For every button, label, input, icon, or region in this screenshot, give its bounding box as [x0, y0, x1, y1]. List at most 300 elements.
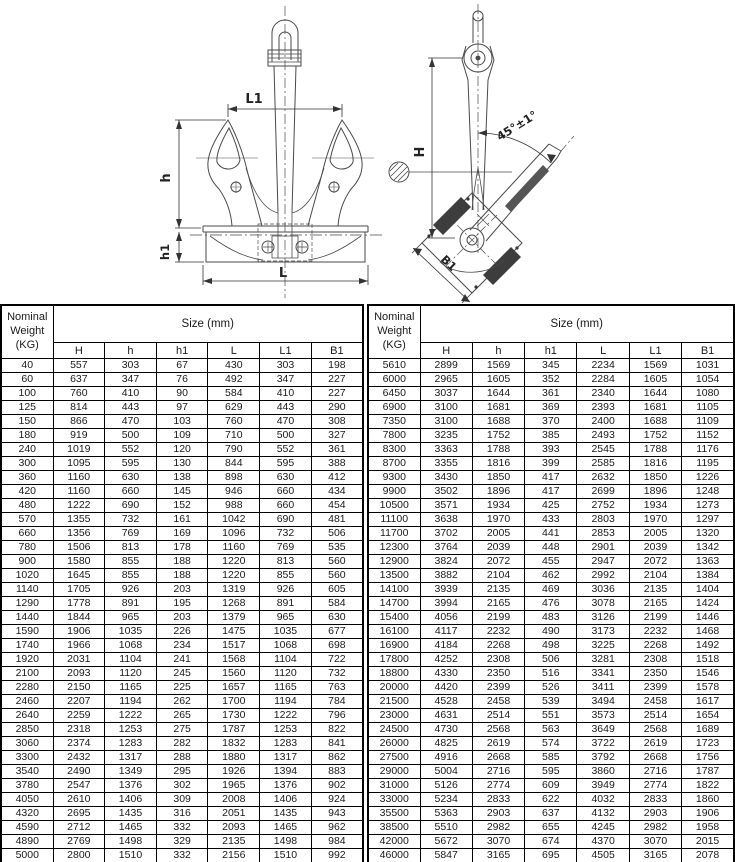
dimension-value: 1906 [53, 625, 105, 639]
dimension-value: 984 [311, 835, 363, 849]
table-row [368, 751, 734, 765]
dimension-value: 2547 [53, 779, 105, 793]
weight-value: 360 [1, 471, 53, 485]
dimension-value: 2695 [53, 807, 105, 821]
weight-value: 3780 [1, 779, 53, 793]
dimension-value: 560 [311, 569, 363, 583]
col-header-h: h [472, 343, 524, 359]
dimension-value: 203 [156, 611, 208, 625]
dimension-value: 4916 [420, 751, 472, 765]
weight-value: 23000 [368, 709, 420, 723]
table-row [368, 681, 734, 695]
dimension-value: 2432 [53, 751, 105, 765]
corner-dot-4 [474, 285, 477, 288]
dimension-value: 2619 [629, 737, 681, 751]
dimension-value: 526 [525, 681, 577, 695]
weight-value: 150 [1, 415, 53, 429]
dimension-value: 3173 [577, 625, 629, 639]
dimension-value: 506 [311, 527, 363, 541]
dimension-value: 1926 [208, 765, 260, 779]
weight-value: 26000 [368, 737, 420, 751]
dimension-value: 1560 [208, 667, 260, 681]
table-row [1, 541, 363, 555]
dimension-value: 769 [105, 527, 157, 541]
dimension-value: 188 [156, 569, 208, 583]
dimension-value: 1068 [105, 639, 157, 653]
dimension-value: 1617 [682, 695, 734, 709]
dimension-value: 2774 [472, 779, 524, 793]
dimension-value: 327 [311, 429, 363, 443]
dimension-value: 2135 [208, 835, 260, 849]
dimension-value: 690 [105, 499, 157, 513]
table-row [368, 737, 734, 751]
dimension-value: 500 [260, 429, 312, 443]
table-row [1, 667, 363, 681]
table-row [1, 681, 363, 695]
table-row [368, 625, 734, 639]
dimension-value: 241 [156, 653, 208, 667]
table-row [368, 443, 734, 457]
dimension-value: 677 [311, 625, 363, 639]
dimension-value: 2493 [577, 429, 629, 443]
left-target-cross [230, 181, 242, 193]
dimension-value: 308 [311, 415, 363, 429]
dimension-value: 2284 [577, 373, 629, 387]
dimension-value: 1896 [472, 485, 524, 499]
table-row [368, 415, 734, 429]
weight-header [1, 305, 53, 359]
weight-value: 100 [1, 387, 53, 401]
dimension-value: 3341 [577, 667, 629, 681]
dimension-value: 1752 [472, 429, 524, 443]
dimension-value: 924 [311, 793, 363, 807]
dimension-value: 1492 [682, 639, 734, 653]
left-crown-sweep [246, 168, 278, 213]
dimension-value: 109 [156, 429, 208, 443]
dimension-value: 462 [525, 569, 577, 583]
dimension-value: 433 [525, 513, 577, 527]
dimension-value: 769 [260, 541, 312, 555]
dimension-value: 1376 [105, 779, 157, 793]
dimension-value: 2833 [472, 793, 524, 807]
dimension-value: 965 [260, 611, 312, 625]
table-row [368, 821, 734, 835]
dimension-value: 3860 [577, 765, 629, 779]
weight-value: 5000 [1, 849, 53, 862]
dimension-value: 3882 [420, 569, 472, 583]
dimension-value: 434 [311, 485, 363, 499]
dimension-value: 145 [156, 485, 208, 499]
dimension-value: 469 [525, 583, 577, 597]
dimension-value: 309 [156, 793, 208, 807]
dimension-value: 1730 [208, 709, 260, 723]
dimension-value: 483 [525, 611, 577, 625]
dimension-value: 498 [525, 639, 577, 653]
dimension-value: 2072 [472, 555, 524, 569]
dimension-value: 813 [105, 541, 157, 555]
weight-value: 780 [1, 541, 53, 555]
table-row [368, 569, 734, 583]
weight-header-line2: Weight [377, 325, 412, 338]
weight-value: 480 [1, 499, 53, 513]
weight-value: 4320 [1, 807, 53, 821]
dimension-value: 1031 [682, 359, 734, 373]
weight-value: 20000 [368, 681, 420, 695]
dimension-value: 3070 [472, 835, 524, 849]
dimension-value: 855 [260, 569, 312, 583]
dimension-value: 1320 [682, 527, 734, 541]
table-row [1, 359, 363, 373]
dimension-value: 698 [311, 639, 363, 653]
table-row [368, 471, 734, 485]
table-row [368, 639, 734, 653]
dimension-value: 552 [260, 443, 312, 457]
left-fluke-hole [217, 128, 240, 169]
dimension-value: 385 [525, 429, 577, 443]
dimension-value: 265 [156, 709, 208, 723]
dimension-value: 3792 [577, 751, 629, 765]
dimension-value: 660 [260, 499, 312, 513]
dimension-value: 898 [208, 471, 260, 485]
dimension-value: 516 [525, 667, 577, 681]
dimension-value: 1970 [472, 513, 524, 527]
dimension-value: 227 [311, 373, 363, 387]
weight-value: 1440 [1, 611, 53, 625]
weight-value: 21500 [368, 695, 420, 709]
dimension-value: 1498 [260, 835, 312, 849]
right-crown-sweep [292, 168, 324, 213]
dimension-value: 2308 [629, 653, 681, 667]
table-row [1, 625, 363, 639]
dimension-value: 2051 [208, 807, 260, 821]
weight-value: 12300 [368, 541, 420, 555]
dimension-value: 2399 [472, 681, 524, 695]
dimension-value: 2947 [577, 555, 629, 569]
dimension-value: 1832 [208, 737, 260, 751]
left-size-table [0, 304, 364, 862]
dimension-value: 1778 [53, 597, 105, 611]
table-row [1, 457, 363, 471]
dimension-value: 1319 [208, 583, 260, 597]
dimension-value: 1787 [682, 765, 734, 779]
dimension-value: 67 [156, 359, 208, 373]
dimension-value: 1283 [260, 737, 312, 751]
dimension-value: 814 [53, 401, 105, 415]
dimension-value: 329 [156, 835, 208, 849]
table-row [368, 835, 734, 849]
dimension-value: 388 [311, 457, 363, 471]
weight-value: 8300 [368, 443, 420, 457]
dimension-value: 1681 [472, 401, 524, 415]
dimension-value: 3764 [420, 541, 472, 555]
dimension-value: 3502 [420, 485, 472, 499]
dimension-value: 2318 [53, 723, 105, 737]
dimension-value: 3494 [577, 695, 629, 709]
dimension-value: 1317 [260, 751, 312, 765]
weight-header-line3: (KG) [382, 338, 406, 351]
dimension-value: 481 [311, 513, 363, 527]
dimension-value: 784 [311, 695, 363, 709]
dimension-value: 1568 [208, 653, 260, 667]
dimension-value: 1356 [53, 527, 105, 541]
dimension-value: 2093 [208, 821, 260, 835]
col-header-h1: h1 [156, 343, 208, 359]
dimension-value: 1068 [260, 639, 312, 653]
dimension-value: 1605 [472, 373, 524, 387]
weight-value: 1920 [1, 653, 53, 667]
dimension-value: 1958 [682, 821, 734, 835]
dimension-value: 1222 [105, 709, 157, 723]
dimension-value: 1194 [260, 695, 312, 709]
dimension-value: 455 [525, 555, 577, 569]
dimension-value: 1468 [682, 625, 734, 639]
dimension-value: 902 [311, 779, 363, 793]
dimension-value: 1860 [682, 793, 734, 807]
dimension-value: 352 [525, 373, 577, 387]
dimension-value: 2199 [629, 611, 681, 625]
dimension-value: 454 [311, 499, 363, 513]
dimension-value: 1096 [208, 527, 260, 541]
dimension-value: 1970 [629, 513, 681, 527]
dimension-value: 4117 [420, 625, 472, 639]
dimension-value: 2232 [629, 625, 681, 639]
dimension-value: 2350 [629, 667, 681, 681]
dimension-value: 347 [105, 373, 157, 387]
dimension-value: 4245 [577, 821, 629, 835]
dimension-value: 2458 [472, 695, 524, 709]
dimension-value: 1605 [629, 373, 681, 387]
section-symbol-hatch [390, 163, 408, 181]
col-header-L1: L1 [260, 343, 312, 359]
fluke-section-lower [483, 247, 521, 285]
weight-value: 6450 [368, 387, 420, 401]
dimension-value: 275 [156, 723, 208, 737]
dimension-value: 3126 [577, 611, 629, 625]
dimension-value: 2982 [629, 821, 681, 835]
dimension-value: 3100 [420, 415, 472, 429]
weight-value: 4050 [1, 793, 53, 807]
right-fluke-group [292, 120, 374, 226]
dimension-value: 3281 [577, 653, 629, 667]
dimension-value: 1384 [682, 569, 734, 583]
dimension-value: 2610 [53, 793, 105, 807]
dimension-value: 3036 [577, 583, 629, 597]
dimension-value: 695 [525, 849, 577, 862]
dimension-value: 760 [53, 387, 105, 401]
dim-label-b1: B1 [437, 252, 460, 274]
table-row [1, 807, 363, 821]
dimension-value: 2165 [472, 597, 524, 611]
table-row [1, 513, 363, 527]
dimension-value: 97 [156, 401, 208, 415]
right-fluke-hole [330, 128, 353, 169]
base-sweep-right [308, 236, 361, 260]
dimension-value: 1406 [105, 793, 157, 807]
dimension-value: 690 [260, 513, 312, 527]
col-header-B1: B1 [682, 343, 734, 359]
weight-value: 6900 [368, 401, 420, 415]
weight-value: 3060 [1, 737, 53, 751]
dimension-value: 1510 [260, 849, 312, 862]
dimension-value: 841 [311, 737, 363, 751]
dimension-value: 891 [105, 597, 157, 611]
dimension-value: 2104 [472, 569, 524, 583]
dimension-value: 1342 [682, 541, 734, 555]
weight-value: 6000 [368, 373, 420, 387]
weight-value: 11100 [368, 513, 420, 527]
dimension-value: 5004 [420, 765, 472, 779]
dimension-value: 492 [208, 373, 260, 387]
dimension-value: 609 [525, 779, 577, 793]
weight-value: 1290 [1, 597, 53, 611]
dimension-value: 1506 [53, 541, 105, 555]
table-row [1, 765, 363, 779]
dimension-value: 560 [311, 555, 363, 569]
h-extensions [175, 120, 226, 228]
arm-axis-extension [561, 136, 574, 151]
dimension-value: 1752 [629, 429, 681, 443]
dimension-value: 2901 [577, 541, 629, 555]
dimension-value: 584 [311, 597, 363, 611]
dimension-value: 203 [156, 583, 208, 597]
dimension-value: 3165 [472, 849, 524, 862]
dimension-value: 369 [525, 401, 577, 415]
table-row [368, 583, 734, 597]
dimension-value: 3430 [420, 471, 472, 485]
dimension-value: 3225 [577, 639, 629, 653]
dimension-value: 1498 [105, 835, 157, 849]
weight-value: 9300 [368, 471, 420, 485]
dimension-value: 2104 [629, 569, 681, 583]
dimension-value: 1644 [472, 387, 524, 401]
dimension-value: 655 [525, 821, 577, 835]
weight-value: 240 [1, 443, 53, 457]
dimension-value: 2982 [472, 821, 524, 835]
dimension-value: 1822 [682, 779, 734, 793]
dimension-value: 3722 [577, 737, 629, 751]
dimension-value: 1268 [208, 597, 260, 611]
dimension-value: 2031 [53, 653, 105, 667]
dimension-value: 178 [156, 541, 208, 555]
table-row [1, 443, 363, 457]
dimension-value: 500 [105, 429, 157, 443]
dimension-value: 1349 [105, 765, 157, 779]
dimension-value: 1688 [472, 415, 524, 429]
table-row [1, 373, 363, 387]
dimension-value: 3100 [420, 401, 472, 415]
dimension-value: 1896 [629, 485, 681, 499]
weight-value: 420 [1, 485, 53, 499]
weight-value: 3300 [1, 751, 53, 765]
dimension-value: 2568 [629, 723, 681, 737]
dimension-value: 1756 [682, 751, 734, 765]
dimension-value: 417 [525, 485, 577, 499]
dimension-value: 188 [156, 555, 208, 569]
weight-value: 9900 [368, 485, 420, 499]
dimension-value: 332 [156, 849, 208, 862]
angle-arc [478, 133, 551, 163]
dimension-value: 1657 [208, 681, 260, 695]
dimension-value: 1689 [682, 723, 734, 737]
base-band [203, 226, 368, 232]
table-row [368, 695, 734, 709]
dimension-value: 988 [208, 499, 260, 513]
weight-value: 180 [1, 429, 53, 443]
weight-value: 2460 [1, 695, 53, 709]
weight-value: 40 [1, 359, 53, 373]
dim-label-l: L [278, 266, 288, 281]
dimension-value: 595 [525, 765, 577, 779]
table-row [368, 513, 734, 527]
table-row [1, 695, 363, 709]
table-row [1, 835, 363, 849]
dimension-value: 2135 [629, 583, 681, 597]
table-row [368, 359, 734, 373]
dimension-value: 584 [208, 387, 260, 401]
dimension-value: 1165 [260, 681, 312, 695]
dimension-value: 660 [105, 485, 157, 499]
dimension-value: 1355 [53, 513, 105, 527]
dimension-value: 3649 [577, 723, 629, 737]
table-row [1, 569, 363, 583]
dimension-value: 2716 [472, 765, 524, 779]
weight-header-line1: Nominal [374, 311, 415, 324]
dimension-value: 763 [311, 681, 363, 695]
dimension-value: 430 [208, 359, 260, 373]
dim-label-l1: L1 [245, 92, 263, 107]
dimension-value: 3638 [420, 513, 472, 527]
dimension-value: 1424 [682, 597, 734, 611]
dimension-value: 1035 [105, 625, 157, 639]
dimension-value: 361 [311, 443, 363, 457]
table-row [1, 555, 363, 569]
dimension-value: 1283 [105, 737, 157, 751]
table-row [368, 555, 734, 569]
table-row [368, 457, 734, 471]
dimension-value: 2458 [629, 695, 681, 709]
dimension-value: 2005 [629, 527, 681, 541]
anchor-drawing-svg [0, 0, 735, 304]
dimension-value: 1152 [682, 429, 734, 443]
dimension-value: 226 [156, 625, 208, 639]
weight-value: 1740 [1, 639, 53, 653]
left-table-body [1, 359, 363, 862]
dimension-value: 1965 [208, 779, 260, 793]
dimension-value: 1104 [260, 653, 312, 667]
dimension-value: 288 [156, 751, 208, 765]
dimension-value: 76 [156, 373, 208, 387]
dimension-value: 2490 [53, 765, 105, 779]
dimension-value: 4631 [420, 709, 472, 723]
col-header-h1: h1 [525, 343, 577, 359]
dimension-value: 1220 [208, 569, 260, 583]
dimension-value: 1816 [472, 457, 524, 471]
table-row [368, 387, 734, 401]
right-size-table [367, 304, 735, 862]
dimension-value: 965 [105, 611, 157, 625]
dimension-value: 992 [311, 849, 363, 862]
dimension-value: 417 [525, 471, 577, 485]
dimension-value: 2268 [629, 639, 681, 653]
weight-value: 2850 [1, 723, 53, 737]
dimension-value: 4528 [420, 695, 472, 709]
dimension-value: 3994 [420, 597, 472, 611]
corner-dot-2 [466, 197, 469, 200]
dimension-value: 4370 [577, 835, 629, 849]
weight-value: 11700 [368, 527, 420, 541]
weight-value: 46000 [368, 849, 420, 862]
dimension-value: 3078 [577, 597, 629, 611]
